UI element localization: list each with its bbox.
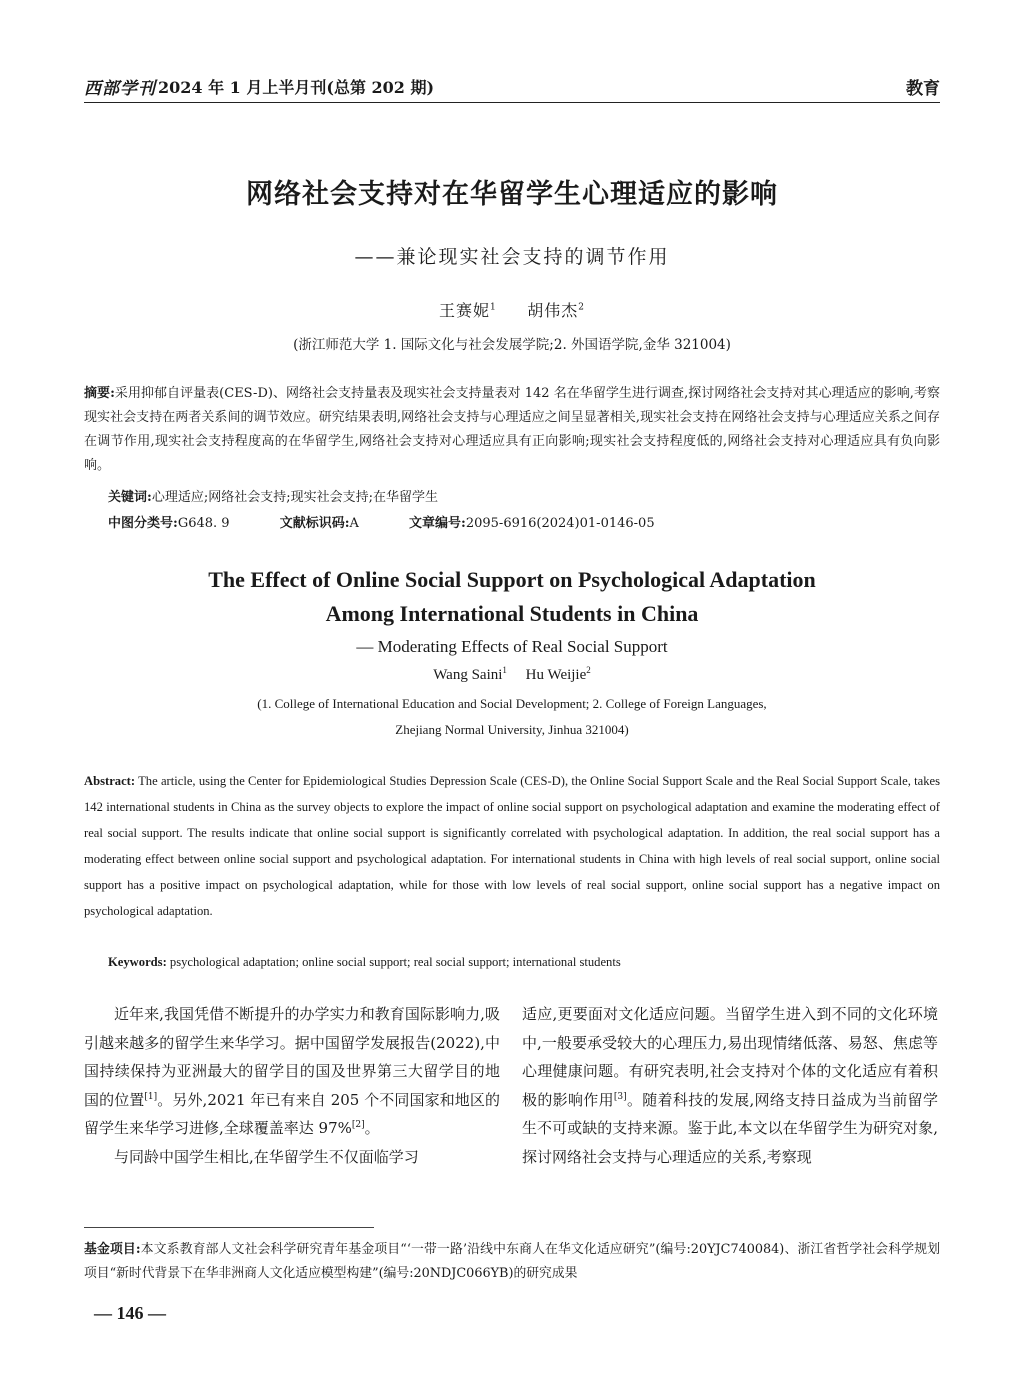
body-text: 适应,更要面对文化适应问题。当留学生进入到不同的文化环境中,一般要承受较大的心理压力,易出现情绪低落、易怒、焦虑等心理健康问题。有研究表明,社会支持对个体的文化适应有着积极的影响作用 xyxy=(522,1005,938,1109)
abstract-en xyxy=(84,768,940,924)
title-en-line1: The Effect of Online Social Support on Psychological Adaptation xyxy=(208,567,816,592)
issue-info: 2024 年 1 月上半月刊(总第 202 期) xyxy=(158,78,435,97)
clc-label: 中图分类号: xyxy=(108,516,178,531)
affiliation-en-line1: (1. College of International Education and Social Development; 2. College of Foreign Languages, xyxy=(257,696,767,711)
doc-code-value: A xyxy=(349,516,359,531)
author-name: 王赛妮 xyxy=(439,301,491,320)
citation-ref: [3] xyxy=(613,1091,627,1102)
author-affil-mark: 1 xyxy=(502,665,507,675)
citation-ref: [2] xyxy=(351,1120,365,1130)
classification-line xyxy=(108,512,940,531)
body-column-right xyxy=(522,1000,938,1171)
authors-cn xyxy=(84,298,940,321)
affiliation-en-line2: Zhejiang Normal University, Jinhua 321004) xyxy=(395,722,629,737)
affiliation-cn: (浙江师范大学 1. 国际文化与社会发展学院;2. 外国语学院,金华 321004) xyxy=(293,337,731,353)
keywords-label: 关键词: xyxy=(108,490,152,505)
author-affil-mark: 2 xyxy=(586,665,591,675)
abstract-en-label: Abstract: xyxy=(84,774,136,788)
body-column-left xyxy=(84,1000,500,1171)
doc-code-label: 文献标识码: xyxy=(279,516,350,531)
body-paragraph xyxy=(522,1000,938,1171)
author-affil-mark: 2 xyxy=(578,302,585,313)
body-text: 。另外,2021 年已有来自 205 个不同国家和地区的留学生来华学习进修,全球覆盖率达 97% xyxy=(84,1090,500,1137)
abstract-cn xyxy=(84,382,940,478)
body-paragraph xyxy=(84,1000,500,1143)
subtitle-cn: ——兼论现实社会支持的调节作用 xyxy=(354,246,670,268)
body-text: 。 xyxy=(364,1119,380,1137)
article-no-value: 2095-6916(2024)01-0146-05 xyxy=(465,516,655,531)
body-text: 近年来,我国凭借不断提升的办学实力和教育国际影响力,吸引越来越多的留学生来华学习。据中国留学发展报告(2022),中国持续保持为亚洲最大的留学目的国及世界第三大留学目的地国的位置 xyxy=(84,1005,500,1109)
authors-en xyxy=(84,667,940,684)
section-label: 教育 xyxy=(906,79,940,99)
header-rule xyxy=(84,102,940,103)
journal-logo: 西部学刊 xyxy=(84,79,156,99)
citation-ref: [1] xyxy=(144,1091,158,1102)
author-name: Hu Weijie xyxy=(525,667,587,683)
abstract-label: 摘要: xyxy=(84,386,115,401)
keywords-en xyxy=(108,950,940,974)
funding-label: 基金项目: xyxy=(84,1242,141,1257)
footnote-rule xyxy=(84,1227,374,1228)
subtitle-en: — Moderating Effects of Real Social Support xyxy=(356,637,668,656)
clc-value: G648. 9 xyxy=(177,516,230,531)
keywords-en-label: Keywords: xyxy=(108,955,167,969)
body-paragraph: 与同龄中国学生相比,在华留学生不仅面临学习 xyxy=(114,1147,419,1166)
abstract-text: 采用抑郁自评量表(CES-D)、网络社会支持量表及现实社会支持量表对 142 名在华留学生进行调查,探讨网络社会支持对其心理适应的影响,考察现实社会支持在两者关系间的调节效应。研究结果表明,网络社会支持与心理适应之间呈显著相关,现实社会支持在网络社会支持与心理适应关系之间存在调节作用,现实社会支持程度高的在华留学生,网络社会支持对心理适应具有正向影响;现实社会支持程度低的,网络社会支持对心理适应具有负向影响。 xyxy=(84,386,940,473)
keywords-cn xyxy=(108,486,940,510)
author-name: 胡伟杰 xyxy=(527,301,579,320)
author-name: Wang Saini xyxy=(433,667,503,683)
page-number: — 146 — xyxy=(94,1303,166,1323)
article-no-label: 文章编号: xyxy=(409,516,466,531)
keywords-en-text: psychological adaptation; online social support; real social support; international students xyxy=(169,955,621,969)
abstract-en-text: The article, using the Center for Epidemiological Studies Depression Scale (CES-D), the Online Social Support Scale and the Real Social Support Scale, takes 142 international students in China as the survey objects to explore the impact of online social support on psychological adaptation and examine the moderating effect of real social support. The results indicate that online social support is significantly correlated with psychological adaptation. In addition, the real social support has a moderating effect between online social support and psychological adaptation. For international students in China with high levels of real social support, online social support has a positive impact on psychological adaptation, while for those with low levels of real social support, online social support has a negative impact on psychological adaptation. xyxy=(84,774,940,918)
funding-note xyxy=(84,1238,940,1286)
title-cn: 网络社会支持对在华留学生心理适应的影响 xyxy=(246,179,778,210)
body-text: 。随着科技的发展,网络支持日益成为当前留学生不可或缺的支持来源。鉴于此,本文以在华留学生为研究对象,探讨网络社会支持与心理适应的关系,考察现 xyxy=(522,1090,938,1166)
keywords-text: 心理适应;网络社会支持;现实社会支持;在华留学生 xyxy=(151,490,438,505)
author-affil-mark: 1 xyxy=(490,302,497,313)
running-header xyxy=(84,72,940,100)
title-en-line2: Among International Students in China xyxy=(325,601,699,626)
funding-text: 本文系教育部人文社会科学研究青年基金项目“‘一带一路’沿线中东商人在华文化适应研究”(编号:20YJC740084)、浙江省哲学社会科学规划项目“新时代背景下在华非洲商人文化适应模型构建”(编号:20NDJC066YB)的研究成果 xyxy=(84,1242,940,1281)
